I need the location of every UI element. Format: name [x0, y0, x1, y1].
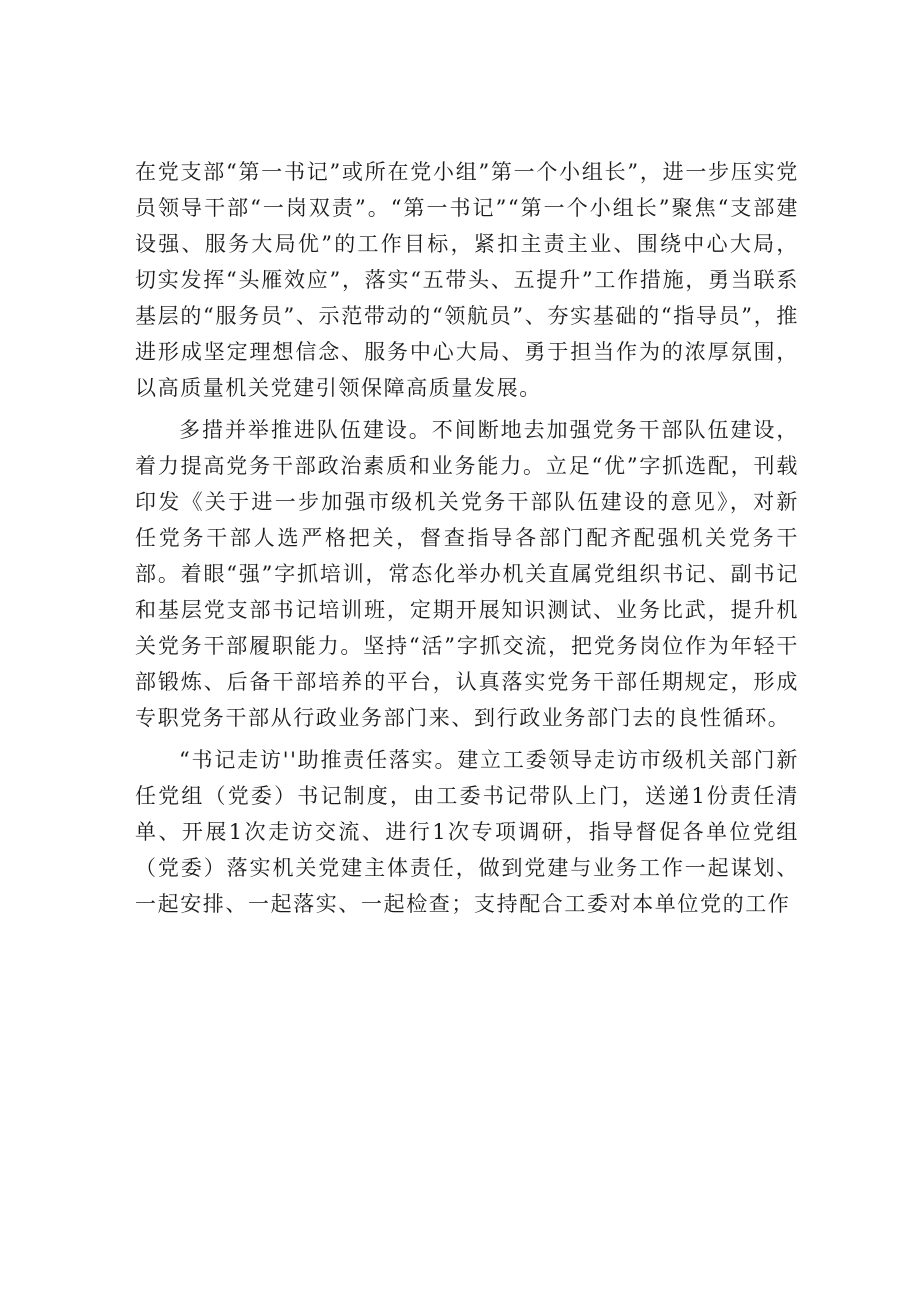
- paragraph-3: “书记走访''助推责任落实。建立工委领导走访市级机关部门新任党组（党委）书记制度，由工委书记带队上门，送递1份责任清单、开展1次走访交流、进行1次专项调研，指导督促各单位党组（党委）落实机关党建主体责任，做到党建与业务工作一起谋划、一起安排、一起落实、一起检查；支持配合工委对本单位党的工作: [135, 748, 799, 916]
- document-body: [135, 154, 799, 922]
- paragraph-2: 多措并举推进队伍建设。不间断地去加强党务干部队伍建设，着力提高党务干部政治素质和业务能力。立足“优”字抓选配，刊载印发《关于进一步加强市级机关党务干部队伍建设的意见》，对新任党务干部人选严格把关，督查指导各部门配齐配强机关党务干部。着眼“强”字抓培训，常态化举办机关直属党组织书记、副书记和基层党支部书记培训班，定期开展知识测试、业务比武，提升机关党务干部履职能力。坚持“活”字抓交流，把党务岗位作为年轻干部锻炼、后备干部培养的平台，认真落实党务干部任期规定，形成专职党务干部从行政业务部门来、到行政业务部门去的良性循环。: [135, 418, 799, 730]
- paragraph-1: 在党支部“第一书记”或所在党小组”第一个小组长”，进一步压实党员领导干部“一岗双责”。“第一书记”“第一个小组长”聚焦“支部建设强、服务大局优”的工作目标，紧扣主责主业、围绕中心大局，切实发挥“头雁效应”，落实“五带头、五提升”工作措施，勇当联系基层的“服务员”、示范带动的“领航员”、夯实基础的“指导员”，推进形成坚定理想信念、服务中心大局、勇于担当作为的浓厚氛围，以高质量机关党建引领保障高质量发展。: [135, 160, 799, 400]
